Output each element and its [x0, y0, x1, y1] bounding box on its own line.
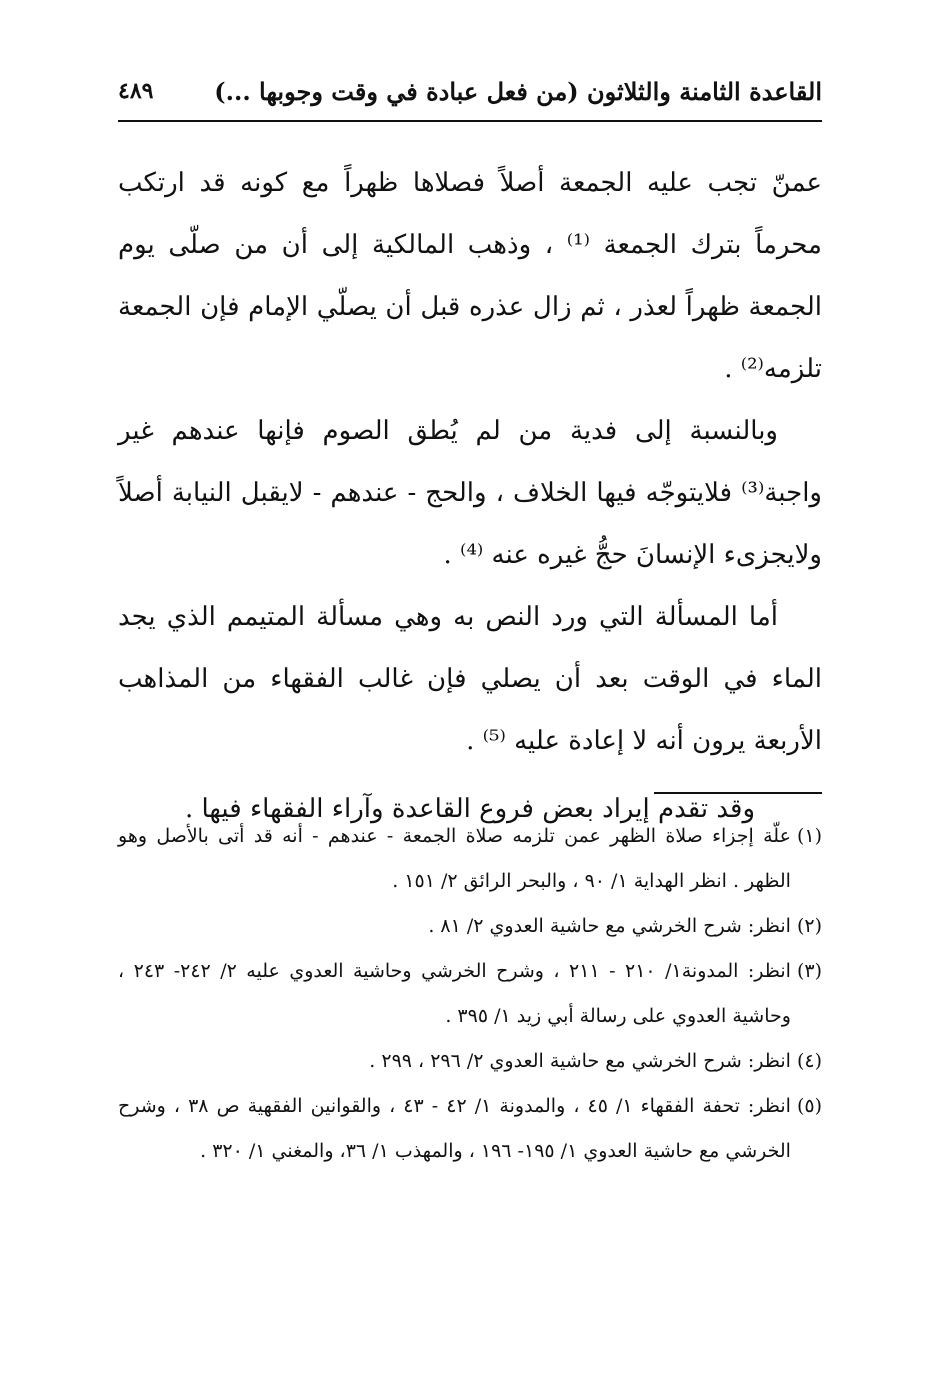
footnote: [118, 1084, 822, 1174]
footnote-number: (٢): [796, 915, 822, 937]
footnote-text: انظر: تحفة الفقهاء ١/ ٤٥ ، والمدونة ١/ ٤٢ - ٤٣ ، والقوانين الفقهية ص ٣٨ ، وشرح الخرشي مع حاشية العدوي ١/ ١٩٥- ١٩٦ ، والمهذب ١/ ٣٦، والمغني ١/ ٣٢٠ .: [118, 1095, 791, 1162]
running-header: [118, 68, 822, 114]
paragraph: وبالنسبة إلى فدية من لم يُطق الصوم فإنها عندهم غير واجبة⁽³⁾ فلايتوجّه فيها الخلاف ، والحج - عندهم - لايقبل النيابة أصلاً ولايجزىء الإنسانَ حجُّ غيره عنه ⁽⁴⁾ .: [118, 416, 822, 570]
paragraph: عمنّ تجب عليه الجمعة أصلاً فصلاها ظهراً مع كونه قد ارتكب محرماً بترك الجمعة ⁽¹⁾ ، وذهب المالكية إلى أن من صلّى يوم الجمعة ظهراً لعذر ، ثم زال عذره قبل أن يصلّي الإمام فإن الجمعة تلزمه⁽²⁾ .: [118, 168, 822, 384]
footnote-text: انظر: المدونة١/ ٢١٠ - ٢١١ ، وشرح الخرشي وحاشية العدوي عليه ٢/ ٢٤٢- ٢٤٣ ، وحاشية العدوي على رسالة أبي زيد ١/ ٣٩٥ .: [118, 960, 791, 1027]
footnote-number: (٤): [796, 1050, 822, 1072]
footnote-number: (٣): [796, 960, 822, 982]
footnote-number: (١): [796, 825, 822, 847]
footnote-separator: [654, 792, 822, 794]
footnote-text: انظر: شرح الخرشي مع حاشية العدوي ٢/ ٨١ .: [428, 915, 791, 937]
main-text: [118, 152, 822, 840]
footnote-number: (٥): [796, 1095, 822, 1117]
footnote: [118, 949, 822, 1039]
footnote: [118, 904, 822, 949]
footnotes: [118, 814, 822, 1174]
page-number: ٤٨٩: [118, 78, 154, 104]
footnote: [118, 814, 822, 904]
header-title: القاعدة الثامنة والثلاثون (من فعل عبادة في وقت وجوبها ...): [214, 76, 822, 106]
paragraph: وقد تقدم إيراد بعض فروع القاعدة وآراء الفقهاء فيها .: [184, 794, 756, 824]
footnote-text: انظر: شرح الخرشي مع حاشية العدوي ٢/ ٢٩٦ ، ٢٩٩ .: [369, 1050, 791, 1072]
footnote: [118, 1039, 822, 1084]
paragraph: أما المسألة التي ورد النص به وهي مسألة المتيمم الذي يجد الماء في الوقت بعد أن يصلي فإن غالب الفقهاء من المذاهب الأربعة يرون أنه لا إعادة عليه ⁽⁵⁾ .: [118, 602, 822, 756]
header-rule: [118, 120, 822, 122]
footnote-text: علّة إجزاء صلاة الظهر عمن تلزمه صلاة الجمعة - عندهم - أنه قد أتى بالأصل وهو الظهر . انظر الهداية ١/ ٩٠ ، والبحر الرائق ٢/ ١٥١ .: [118, 825, 791, 892]
